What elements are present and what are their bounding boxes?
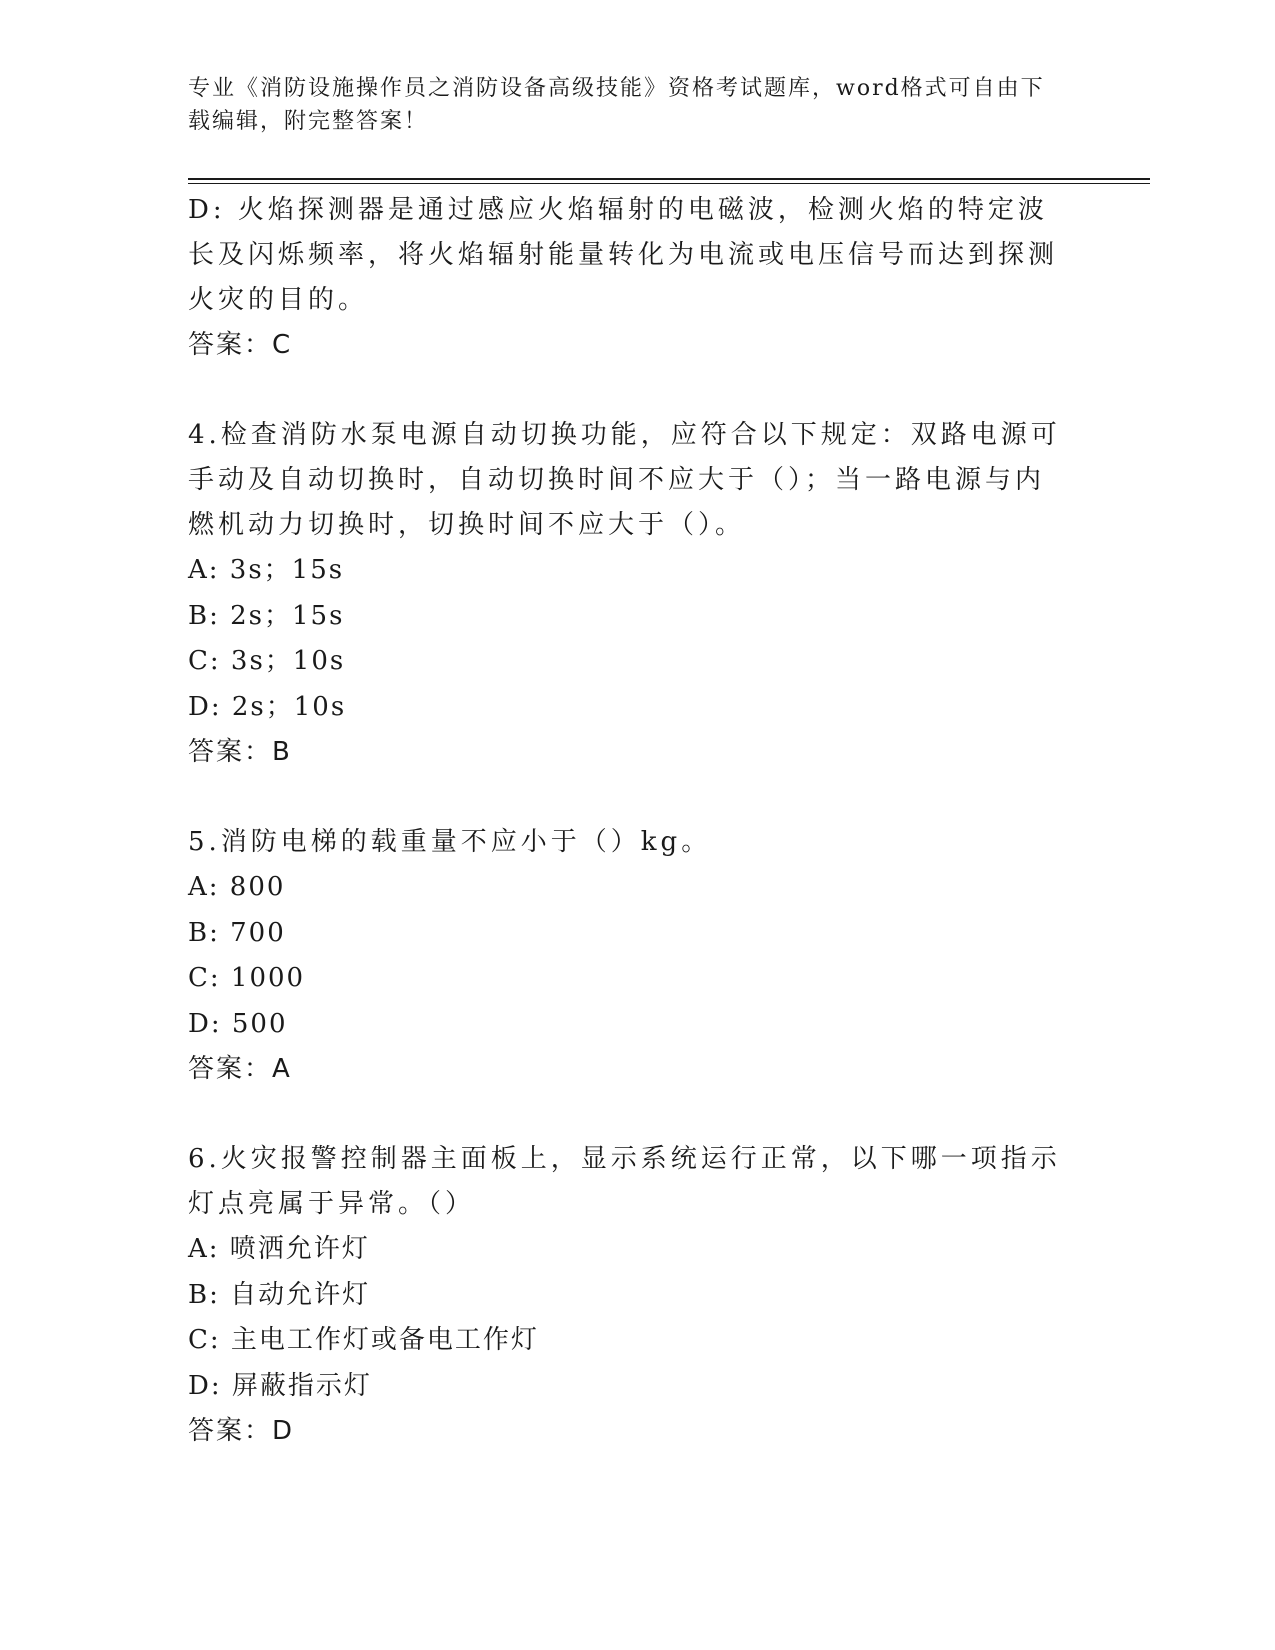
question-3-continued (188, 188, 1068, 368)
spacer (188, 368, 1068, 413)
spacer (188, 775, 1068, 820)
option-d: D: 屏蔽指示灯 (188, 1370, 372, 1401)
option-c: C: 3s；10s (188, 646, 346, 676)
option-d: D: 500 (188, 1008, 288, 1039)
answer-line: 答案：B (188, 737, 292, 767)
spacer (188, 1092, 1068, 1137)
answer-line: 答案：C (188, 330, 293, 360)
option-a: A: 800 (188, 872, 286, 902)
answer-line: 答案：D (188, 1416, 295, 1446)
question-stem: 6.火灾报警控制器主面板上，显示系统运行正常，以下哪一项指示灯点亮属于异常。（） (188, 1144, 1061, 1219)
option-d-text: D: 火焰探测器是通过感应火焰辐射的电磁波，检测火焰的特定波长及闪烁频率，将火焰辐射能量转化为电流或电压信号而达到探测火灾的目的。 (188, 195, 1059, 315)
header-rule-thick (188, 178, 1150, 180)
document-header: 专业《消防设施操作员之消防设备高级技能》资格考试题库，word格式可自由下载编辑，附完整答案！ (188, 76, 1045, 134)
option-d: D: 2s；10s (188, 691, 347, 722)
answer-line: 答案：A (188, 1054, 292, 1084)
option-a: A: 3s；15s (188, 555, 345, 585)
option-b: B: 2s；15s (188, 600, 345, 631)
option-b: B: 700 (188, 917, 286, 948)
question-5 (188, 820, 1068, 1092)
question-stem: 4.检查消防水泵电源自动切换功能，应符合以下规定：双路电源可手动及自动切换时，自动切换时间不应大于（）；当一路电源与内燃机动力切换时，切换时间不应大于（）。 (188, 420, 1061, 540)
option-c: C: 1000 (188, 963, 306, 993)
question-4 (188, 413, 1068, 775)
header-rule-thin (188, 183, 1150, 184)
question-6 (188, 1137, 1068, 1454)
document-body (188, 188, 1068, 1454)
option-a: A: 喷洒允许灯 (188, 1234, 370, 1264)
option-b: B: 自动允许灯 (188, 1279, 371, 1310)
option-c: C: 主电工作灯或备电工作灯 (188, 1325, 539, 1355)
question-stem: 5.消防电梯的载重量不应小于（）kg。 (188, 827, 712, 857)
